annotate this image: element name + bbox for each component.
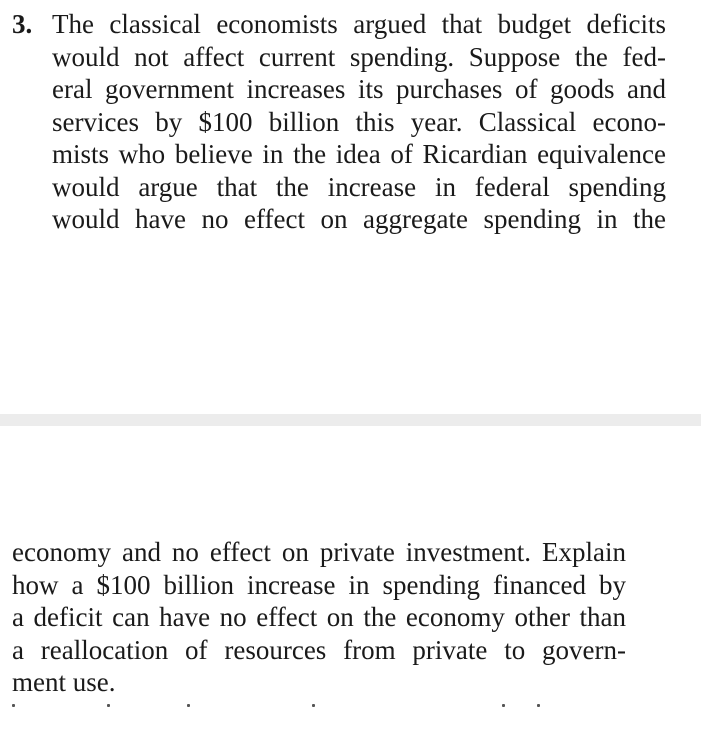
text-line: would argue that the increase in federal spending <box>52 171 666 202</box>
text-line: would have no effect on aggregate spending in the <box>52 204 666 234</box>
text-line: The classical economists argued that budget deficits <box>52 9 666 39</box>
text-line: mists who believe in the idea of Ricardian equivalence <box>52 139 666 169</box>
cropped-next-line <box>12 704 552 708</box>
question-number: 3. <box>12 9 33 39</box>
text-line: a reallocation of resources from private to govern- <box>12 634 626 665</box>
text-line: a deficit can have no effect on the economy other than <box>12 602 626 632</box>
text-line: would not affect current spending. Suppose the fed- <box>52 41 666 72</box>
page-bottom-section <box>0 426 701 742</box>
page-separator <box>0 414 701 426</box>
text-line: how a $100 billion increase in spending financed by <box>12 569 626 600</box>
question-text-bottom <box>12 536 626 699</box>
text-line: ment use. <box>12 667 116 697</box>
text-line: economy and no effect on private investment. Explain <box>12 537 626 567</box>
text-line: eral government increases its purchases of goods and <box>52 74 666 104</box>
text-line: services by $100 billion this year. Classical econo- <box>52 106 666 137</box>
question-text-top <box>52 8 666 236</box>
